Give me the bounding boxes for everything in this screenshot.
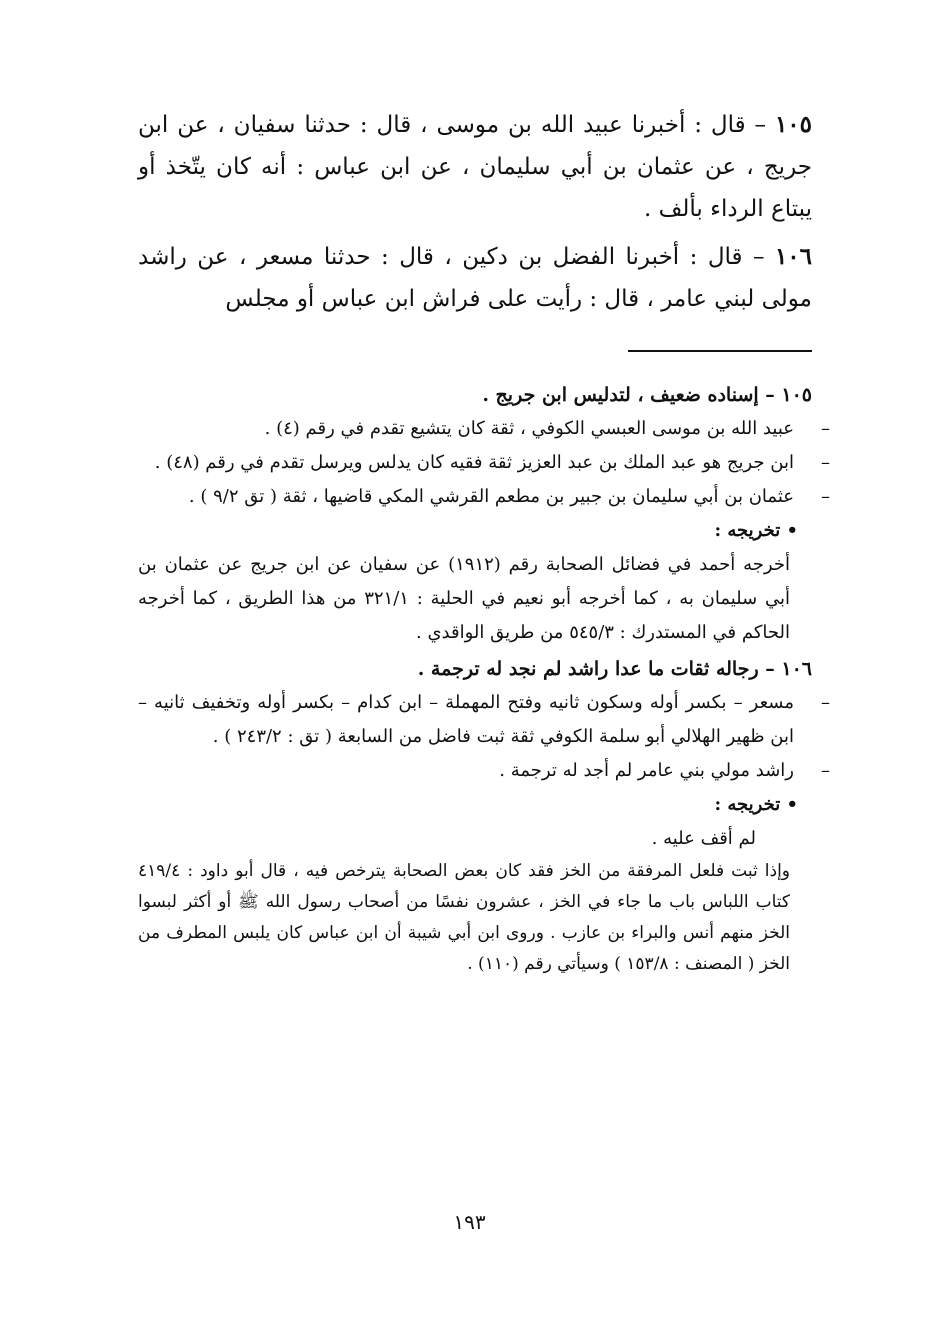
narration-105 — [138, 104, 812, 230]
narration-text: – قال : أخبرنا الفضل بن دكين ، قال : حدثنا مسعر ، عن راشد مولى لبني عامر ، قال : رأيت على فراش ابن عباس أو مجلس — [138, 244, 812, 312]
main-text — [138, 104, 812, 326]
narration-text: – قال : أخبرنا عبيد الله بن موسى ، قال : حدثنا سفيان ، عن ابن جريج ، عن عثمان بن أبي سليمان ، عن ابن عباس : أنه كان يتّخذ أو يبتاع الرداء بألف . — [138, 112, 812, 222]
footnote-item: –راشد مولي بني عامر لم أجد له ترجمة . — [499, 760, 830, 781]
takhrij-label: • تخريجه : — [714, 520, 798, 541]
additional-note: وإذا ثبت فلعل المرفقة من الخز فقد كان بعض الصحابة يترخص فيه ، قال أبو داود : ٤١٩/٤ كتاب اللباس باب ما جاء في الخز ، عشرون نفسًا من أصحاب رسول الله ﷺ أو أكثر لبسوا الخز منهم أنس والبراء بن عازب . وروى ابن أبي شيبة أن ابن عباس كان يلبس المطرف من الخز ( المصنف : ١٥٣/٨ ) وسيأتي رقم (١١٠) . — [138, 861, 790, 974]
narration-number: ١٠٦ — [774, 243, 812, 270]
footnote-heading-106: ١٠٦ – رجاله ثقات ما عدا راشد لم نجد له ترجمة . — [417, 658, 812, 680]
footnote-item: –ابن جريج هو عبد الملك بن عبد العزيز ثقة فقيه كان يدلس ويرسل تقدم في رقم (٤٨) . — [154, 452, 830, 473]
footnote-item: –عبيد الله بن موسى العبسي الكوفي ، ثقة كان يتشيع تقدم في رقم (٤) . — [264, 418, 830, 439]
takhrij-text-105: أخرجه أحمد في فضائل الصحابة رقم (١٩١٢) عن سفيان عن ابن جريج عن عثمان بن أبي سليمان به ، كما أخرجه أبو نعيم في الحلية : ٣٢١/١ من هذا الطريق ، كما أخرجه الحاكم في المستدرك : ٥٤٥/٣ من طريق الواقدي . — [138, 554, 790, 643]
takhrij-text-106: لم أقف عليه . — [651, 828, 756, 849]
footnotes — [138, 376, 830, 980]
takhrij-label: • تخريجه : — [714, 794, 798, 815]
footnote-separator — [628, 350, 812, 352]
narration-number: ١٠٥ — [774, 111, 812, 138]
footnote-heading-105: ١٠٥ – إسناده ضعيف ، لتدليس ابن جريج . — [482, 384, 812, 406]
narration-106 — [138, 236, 812, 320]
page-number: ١٩٣ — [453, 1210, 486, 1234]
footnote-item: –عثمان بن أبي سليمان بن جبير بن مطعم القرشي المكي قاضيها ، ثقة ( تق ٩/٢ ) . — [188, 486, 830, 507]
footnote-item: –مسعر – بكسر أوله وسكون ثانيه وفتح المهملة – ابن كدام – بكسر أوله وتخفيف ثانيه – ابن ظهير الهلالي أبو سلمة الكوفي ثقة ثبت فاضل من السابعة ( تق : ٢٤٣/٢ ) . — [138, 692, 830, 747]
